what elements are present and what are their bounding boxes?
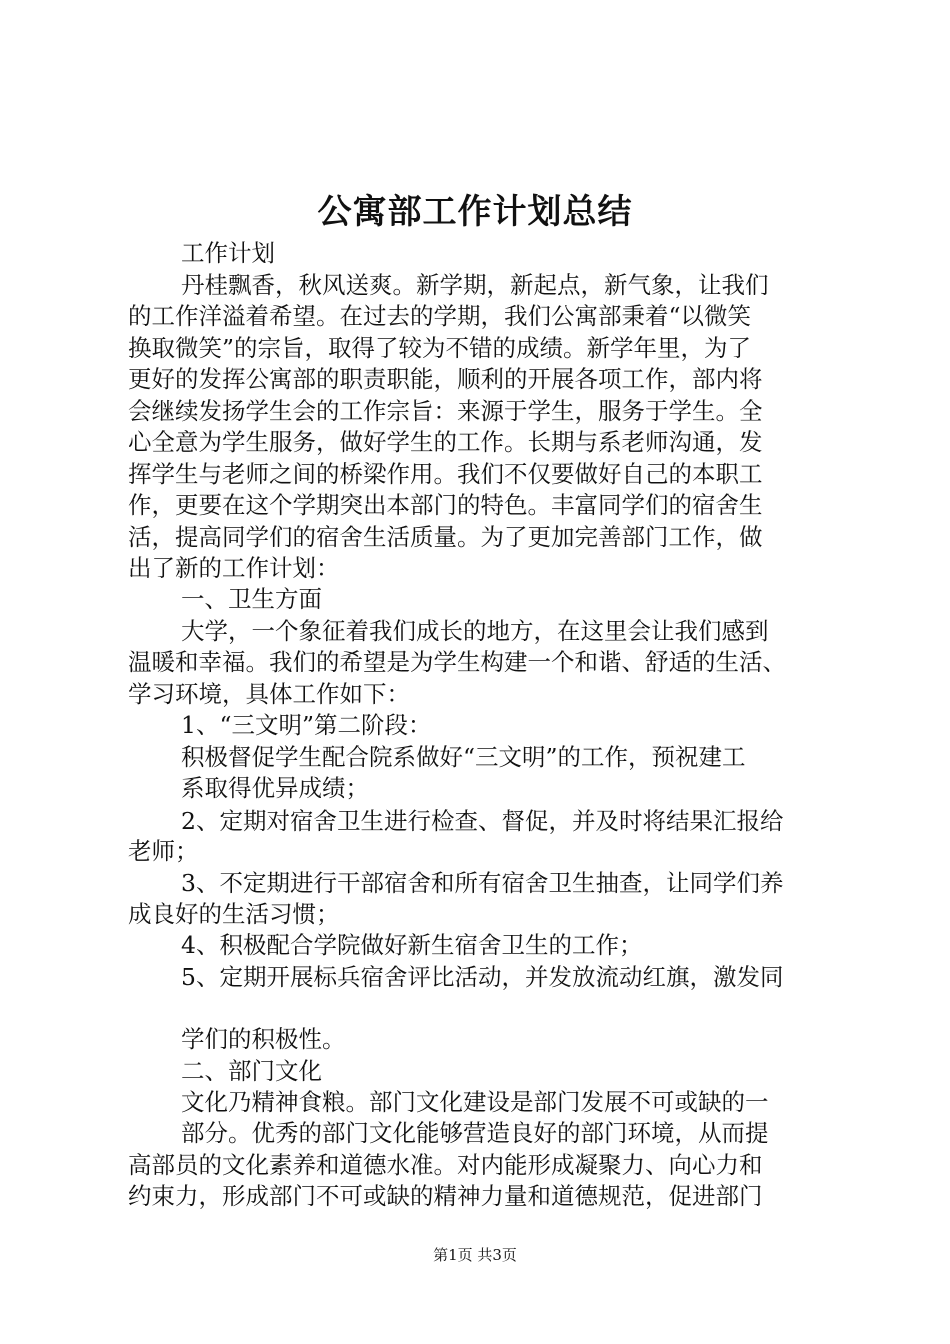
paragraph-line: 学们的积极性。: [181, 1025, 346, 1053]
list-item: 2、定期对宿舍卫生进行检查、督促，并及时将结果汇报给: [181, 807, 784, 835]
list-item: 4、积极配合学院做好新生宿舍卫生的工作；: [181, 931, 643, 959]
paragraph-line: 丹桂飘香，秋风送爽。新学期，新起点，新气象，让我们: [181, 271, 769, 299]
list-item: 3、不定期进行干部宿舍和所有宿舍卫生抽查，让同学们养: [181, 869, 784, 897]
list-item: 1、“三文明”第二阶段：: [181, 711, 432, 739]
section-label: 工作计划: [181, 239, 275, 267]
paragraph-line: 老师；: [128, 837, 199, 865]
paragraph-line: 学习环境，具体工作如下：: [128, 680, 410, 708]
paragraph-line: 积极督促学生配合院系做好“三文明”的工作，预祝建工: [181, 743, 746, 771]
paragraph-line: 系取得优异成绩；: [181, 774, 369, 802]
list-item: 5、定期开展标兵宿舍评比活动，并发放流动红旗，激发同: [181, 963, 784, 991]
paragraph-line: 活，提高同学们的宿舍生活质量。为了更加完善部门工作，做: [128, 523, 763, 551]
paragraph-line: 更好的发挥公寓部的职责职能，顺利的开展各项工作，部内将: [128, 365, 763, 393]
paragraph-line: 大学，一个象征着我们成长的地方，在这里会让我们感到: [181, 617, 769, 645]
paragraph-line: 的工作洋溢着希望。在过去的学期，我们公寓部秉着“以微笑: [128, 302, 752, 330]
paragraph-line: 约束力，形成部门不可或缺的精神力量和道德规范，促进部门: [128, 1182, 763, 1210]
paragraph-line: 出了新的工作计划：: [128, 554, 340, 582]
paragraph-line: 挥学生与老师之间的桥梁作用。我们不仅要做好自己的本职工: [128, 460, 763, 488]
paragraph-line: 成良好的生活习惯；: [128, 900, 340, 928]
section-heading: 一、卫生方面: [181, 585, 322, 613]
paragraph-line: 换取微笑”的宗旨，取得了较为不错的成绩。新学年里，为了: [128, 334, 752, 362]
page-footer: 第1页 共3页: [433, 1246, 517, 1264]
paragraph-line: 文化乃精神食粮。部门文化建设是部门发展不可或缺的一: [181, 1088, 769, 1116]
paragraph-line: 心全意为学生服务，做好学生的工作。长期与系老师沟通，发: [128, 428, 763, 456]
paragraph-line: 部分。优秀的部门文化能够营造良好的部门环境，从而提: [181, 1119, 769, 1147]
paragraph-line: 温暖和幸福。我们的希望是为学生构建一个和谐、舒适的生活、: [128, 648, 786, 676]
document-title: 公寓部工作计划总结: [317, 192, 633, 232]
paragraph-line: 高部员的文化素养和道德水准。对内能形成凝聚力、向心力和: [128, 1151, 763, 1179]
paragraph-line: 作，更要在这个学期突出本部门的特色。丰富同学们的宿舍生: [128, 491, 763, 519]
paragraph-line: 会继续发扬学生会的工作宗旨：来源于学生，服务于学生。全: [128, 397, 763, 425]
section-heading: 二、部门文化: [181, 1057, 322, 1085]
